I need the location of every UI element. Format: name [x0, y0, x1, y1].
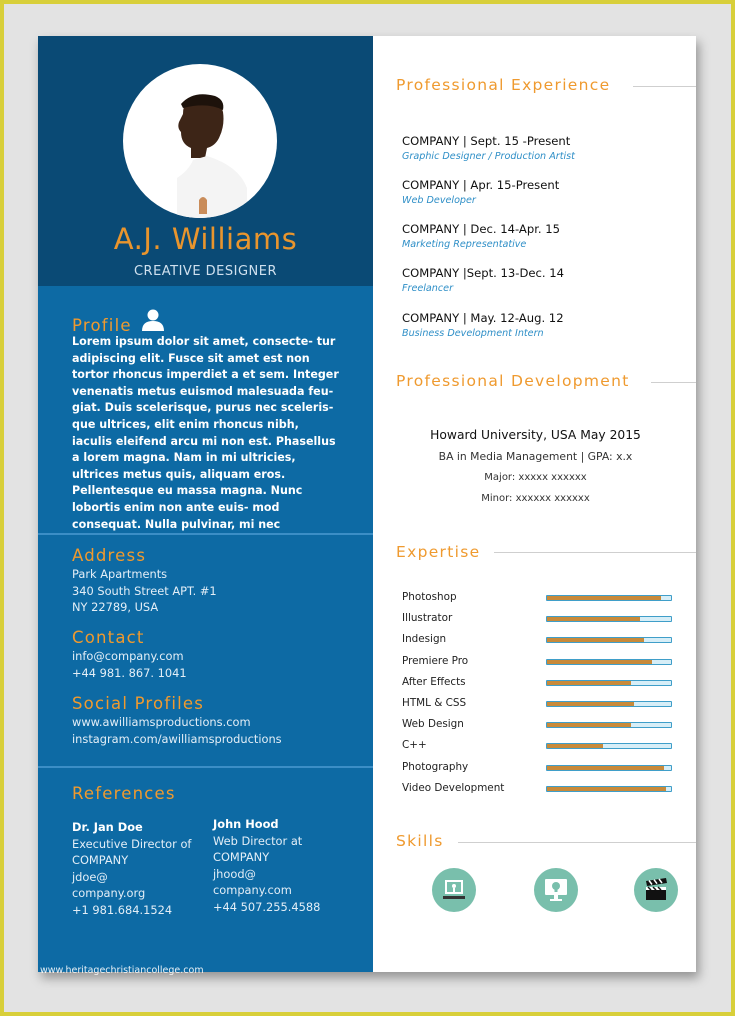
- address-block: [72, 566, 217, 616]
- presentation-icon: [432, 868, 476, 912]
- address-line: 340 South Street APT. #1: [72, 583, 217, 598]
- reference-name: Dr. Jan Doe: [72, 820, 143, 834]
- job-entry: [402, 222, 560, 250]
- job-entry: [402, 266, 564, 294]
- address-heading: Address: [72, 546, 147, 565]
- expertise-label: Premiere Pro: [402, 654, 469, 667]
- expertise-bar: [546, 616, 672, 622]
- job-role: Graphic Designer / Production Artist: [402, 151, 575, 162]
- contact-block: [72, 648, 187, 681]
- expertise-bar: [546, 701, 672, 707]
- expertise-bar-fill: [547, 596, 661, 600]
- expertise-label: HTML & CSS: [402, 697, 467, 709]
- reference-name: John Hood: [213, 817, 279, 831]
- expertise-label: Web Design: [402, 718, 464, 731]
- user-icon: [141, 308, 165, 332]
- job-entry: [402, 178, 559, 206]
- heading-rule: [633, 86, 696, 87]
- expertise-bar-fill: [547, 744, 603, 748]
- expertise-label: Photography: [402, 760, 469, 773]
- heading-rule: [494, 552, 696, 553]
- address-line: NY 22789, USA: [72, 600, 159, 614]
- monitor-lightbulb-icon: [534, 868, 578, 912]
- contact-phone: +44 981. 867. 1041: [72, 665, 187, 680]
- address-line: Park Apartments: [72, 567, 168, 581]
- skills-heading: Skills: [396, 832, 444, 850]
- job-company: COMPANY |Sept. 13-Dec. 14: [402, 266, 565, 280]
- clapperboard-icon: [634, 868, 678, 912]
- references-heading: References: [72, 784, 176, 803]
- heading-rule: [458, 842, 696, 843]
- reference-line: +1 981.684.1524: [72, 902, 173, 917]
- edu-school-text: Howard University, USA May 2015: [430, 428, 641, 442]
- expertise-bar-fill: [547, 787, 666, 791]
- job-company: COMPANY | Apr. 15-Present: [402, 178, 560, 192]
- expertise-bar-fill: [547, 660, 652, 664]
- expertise-label: Indesign: [402, 633, 447, 646]
- edu-minor: [383, 493, 688, 504]
- profile-heading: Profile: [72, 316, 132, 335]
- expertise-bar-fill: [547, 638, 644, 642]
- edu-degree: [383, 450, 688, 463]
- reference-line: COMPANY: [72, 853, 129, 867]
- job-role: Web Developer: [402, 195, 476, 206]
- reference-line: COMPANY: [213, 850, 270, 864]
- job-entry: [402, 134, 575, 162]
- reference-line: jhood@: [213, 866, 256, 881]
- expertise-bar: [546, 722, 672, 728]
- social-link-website[interactable]: www.awilliamsproductions.com: [72, 715, 251, 729]
- expertise-label: C++: [402, 739, 427, 752]
- job-role: Business Development Intern: [402, 328, 544, 339]
- reference-line: company.org: [72, 886, 146, 900]
- reference-line: Executive Director of: [72, 836, 192, 851]
- section-divider: [38, 766, 373, 768]
- expertise-label: Illustrator: [402, 612, 453, 625]
- social-block: [72, 714, 282, 747]
- edu-school: [383, 428, 688, 442]
- expertise-bar: [546, 637, 672, 643]
- expertise-bar: [546, 765, 672, 771]
- edu-major-text: Major: xxxxx xxxxxx: [484, 472, 587, 483]
- contact-heading: Contact: [72, 628, 145, 647]
- social-link-instagram[interactable]: instagram.com/awilliamsproductions: [72, 731, 282, 746]
- profile-text: Lorem ipsum dolor sit amet, consecte- tur adipiscing elit. Fusce sit amet est non tortor rhoncus imperdiet a et sem. Integer venenatis metus euismod malesuada feu- giat. Duis scelerisque, purus nec sceleris- que ultrices, elit enim rhoncus nibh, iaculis eleifend arcu mi non est. Phasellus a lorem magna. Nam in mi ultricies, ultrices metus quis, aliquam eros. Pellentesque eu massa magna. Nunc lobortis enim non ante euis- mod consequat. Nulla pulvinar, mi nec: [72, 335, 339, 531]
- resume-sheet: [38, 36, 696, 972]
- profile-photo: [123, 64, 277, 218]
- edu-minor-text: Minor: xxxxxx xxxxxx: [481, 493, 590, 504]
- expertise-bar-fill: [547, 766, 664, 770]
- expertise-bar: [546, 595, 672, 601]
- contact-email[interactable]: info@company.com: [72, 649, 184, 663]
- edu-major: [383, 472, 688, 483]
- edu-degree-text: BA in Media Management | GPA: x.x: [438, 450, 633, 463]
- expertise-heading: Expertise: [396, 543, 481, 561]
- expertise-label: After Effects: [402, 675, 466, 688]
- job-entry: [402, 311, 564, 339]
- section-divider: [38, 533, 373, 535]
- heading-rule: [651, 382, 696, 383]
- expertise-label: Photoshop: [402, 591, 457, 603]
- left-column: [38, 36, 373, 972]
- reference-line: jdoe@: [72, 869, 108, 884]
- job-company: COMPANY | Sept. 15 -Present: [402, 134, 571, 148]
- watermark: www.heritagechristiancollege.com: [40, 965, 204, 976]
- reference-line: +44 507.255.4588: [213, 899, 321, 914]
- job-role: Freelancer: [402, 283, 454, 294]
- expertise-bar-fill: [547, 702, 634, 706]
- expertise-bar: [546, 659, 672, 665]
- development-heading: Professional Development: [396, 372, 630, 390]
- social-heading: Social Profiles: [72, 694, 205, 713]
- expertise-bar-fill: [547, 617, 640, 621]
- job-role: Marketing Representative: [402, 239, 527, 250]
- expertise-bar: [546, 743, 672, 749]
- reference-line: company.com: [213, 883, 292, 897]
- candidate-name: A.J. Williams: [113, 222, 298, 256]
- experience-heading: Professional Experience: [396, 76, 611, 94]
- job-company: COMPANY | May. 12-Aug. 12: [402, 311, 564, 325]
- job-company: COMPANY | Dec. 14-Apr. 15: [402, 222, 561, 236]
- expertise-bar-fill: [547, 681, 631, 685]
- reference-1: [72, 819, 191, 918]
- expertise-label: Video Development: [402, 781, 505, 794]
- candidate-title: CREATIVE DESIGNER: [133, 264, 278, 279]
- header-block: [38, 36, 373, 286]
- expertise-bar-fill: [547, 723, 631, 727]
- expertise-bar: [546, 680, 672, 686]
- reference-2: [213, 816, 320, 915]
- expertise-bar: [546, 786, 672, 792]
- reference-line: Web Director at: [213, 833, 303, 848]
